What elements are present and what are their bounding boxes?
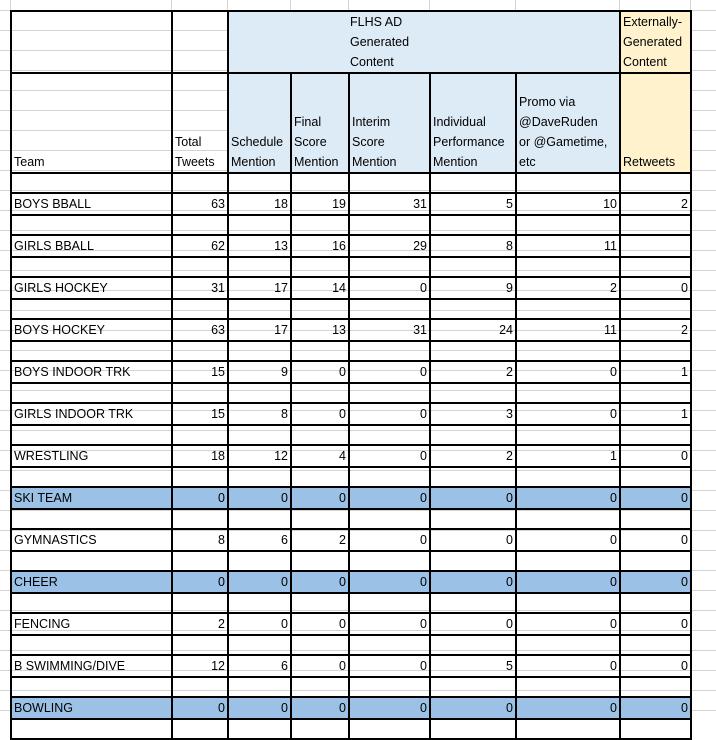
cell-team[interactable]: GIRLS INDOOR TRK [11,403,172,425]
empty-cell[interactable] [430,383,516,403]
cell-individual[interactable]: 2 [430,361,516,383]
empty-cell[interactable] [430,509,516,529]
empty-cell[interactable] [228,257,291,277]
cell-interim[interactable]: 0 [349,655,430,677]
empty-cell[interactable] [172,509,228,529]
cell-schedule[interactable]: 17 [228,319,291,341]
cell-individual[interactable]: 0 [430,571,516,593]
group-header-ad-content[interactable] [228,11,620,73]
empty-cell[interactable] [516,173,620,193]
spacer-row [11,383,691,403]
cell-schedule[interactable]: 0 [228,613,291,635]
empty-cell[interactable] [349,677,430,697]
empty-cell[interactable] [228,593,291,613]
cell-interim[interactable]: 0 [349,403,430,425]
cell-promo[interactable]: 2 [516,277,620,299]
empty-cell[interactable] [430,299,516,319]
cell-retweets[interactable]: 0 [620,697,691,719]
column-header-final[interactable] [291,73,349,173]
empty-cell[interactable] [430,215,516,235]
empty-cell[interactable] [172,383,228,403]
table-row [11,571,691,593]
column-header-interim-line: Interim [352,115,391,129]
cell-team[interactable]: BOYS BBALL [11,193,172,215]
empty-cell[interactable] [11,677,172,697]
empty-cell[interactable] [349,509,430,529]
empty-cell[interactable] [516,635,620,655]
cell-team[interactable]: FENCING [11,613,172,635]
empty-cell[interactable] [291,341,349,361]
cell-team[interactable]: GIRLS HOCKEY [11,277,172,299]
empty-cell[interactable] [291,425,349,445]
spacer-row [11,257,691,277]
group-ad-line-3: Content [350,55,394,69]
empty-cell[interactable] [349,383,430,403]
empty-cell[interactable] [11,593,172,613]
cell-interim[interactable]: 0 [349,571,430,593]
empty-cell[interactable] [291,299,349,319]
cell-schedule[interactable]: 6 [228,529,291,551]
cell-final[interactable]: 16 [291,235,349,257]
cell-individual[interactable]: 0 [430,529,516,551]
cell-individual[interactable]: 5 [430,655,516,677]
cell-retweets[interactable]: 0 [620,487,691,509]
cell-retweets[interactable]: 0 [620,445,691,467]
cell-total[interactable]: 63 [172,319,228,341]
cell-final[interactable]: 0 [291,361,349,383]
spacer-row [11,173,691,193]
cell-team[interactable]: GIRLS BBALL [11,235,172,257]
empty-cell[interactable] [349,341,430,361]
empty-cell[interactable] [516,467,620,487]
cell-total[interactable]: 12 [172,655,228,677]
empty-cell[interactable] [620,551,691,571]
cell-team[interactable]: GYMNASTICS [11,529,172,551]
empty-cell[interactable] [430,551,516,571]
empty-cell[interactable] [620,341,691,361]
cell-retweets[interactable]: 0 [620,277,691,299]
empty-cell[interactable] [349,593,430,613]
cell-team[interactable]: B SWIMMING/DIVE [11,655,172,677]
empty-cell[interactable] [172,719,228,739]
header-group-row [11,11,691,73]
empty-cell[interactable] [228,173,291,193]
group-ad-line-1: FLHS AD [350,15,403,29]
cell-schedule[interactable]: 13 [228,235,291,257]
empty-cell[interactable] [430,719,516,739]
cell-final[interactable]: 0 [291,571,349,593]
cell-promo[interactable]: 0 [516,361,620,383]
cell-promo[interactable]: 11 [516,235,620,257]
empty-cell[interactable] [172,341,228,361]
empty-cell[interactable] [228,635,291,655]
table-row [11,613,691,635]
cell-promo[interactable]: 0 [516,571,620,593]
empty-cell[interactable] [291,215,349,235]
empty-cell[interactable] [516,215,620,235]
empty-cell[interactable] [11,719,172,739]
cell-interim[interactable]: 0 [349,697,430,719]
cell-team[interactable]: CHEER [11,571,172,593]
empty-cell[interactable] [349,425,430,445]
cell-total[interactable]: 0 [172,697,228,719]
empty-cell[interactable] [516,299,620,319]
empty-cell[interactable] [349,719,430,739]
spacer-row [11,467,691,487]
empty-cell[interactable] [620,719,691,739]
cell-total[interactable]: 62 [172,235,228,257]
group-header-external-content[interactable] [620,11,691,73]
empty-cell[interactable] [620,677,691,697]
empty-cell[interactable] [11,509,172,529]
empty-cell[interactable] [516,509,620,529]
cell-retweets[interactable]: 1 [620,403,691,425]
table-row [11,487,691,509]
empty-cell[interactable] [228,299,291,319]
cell-interim[interactable]: 0 [349,277,430,299]
empty-cell[interactable] [620,257,691,277]
spacer-row [11,425,691,445]
empty-cell[interactable] [430,173,516,193]
empty-cell[interactable] [11,467,172,487]
empty-cell[interactable] [516,593,620,613]
table-row [11,319,691,341]
cell-total[interactable]: 18 [172,445,228,467]
empty-cell[interactable] [228,215,291,235]
empty-cell[interactable] [620,593,691,613]
cell-individual[interactable]: 5 [430,193,516,215]
empty-cell[interactable] [172,635,228,655]
cell-total[interactable]: 15 [172,361,228,383]
cell-promo[interactable]: 0 [516,697,620,719]
empty-cell[interactable] [291,635,349,655]
cell-individual[interactable]: 0 [430,697,516,719]
tweet-stats-table [10,10,692,740]
column-header-individual-line: Individual [433,115,486,129]
spacer-row [11,509,691,529]
empty-cell[interactable] [349,551,430,571]
empty-cell[interactable] [430,257,516,277]
cell-promo[interactable]: 0 [516,529,620,551]
empty-cell[interactable] [430,635,516,655]
empty-cell[interactable] [349,635,430,655]
empty-cell[interactable] [291,467,349,487]
empty-cell[interactable] [516,425,620,445]
table-row [11,361,691,383]
cell-final[interactable]: 19 [291,193,349,215]
cell-promo[interactable]: 0 [516,613,620,635]
cell-interim[interactable]: 31 [349,193,430,215]
column-header-interim[interactable] [349,73,430,173]
cell-promo[interactable]: 0 [516,403,620,425]
cell-promo[interactable]: 0 [516,487,620,509]
empty-cell[interactable] [349,215,430,235]
cell-schedule[interactable]: 12 [228,445,291,467]
cell-final[interactable]: 0 [291,403,349,425]
spacer-row [11,551,691,571]
cell-retweets[interactable]: 0 [620,655,691,677]
spacer-row [11,341,691,361]
column-header-retweets[interactable] [620,73,691,173]
empty-cell[interactable] [620,215,691,235]
column-header-schedule-line: Schedule [231,135,284,149]
empty-cell[interactable] [11,635,172,655]
empty-cell[interactable] [172,299,228,319]
group-ext-line-2: Generated [623,35,683,49]
cell-promo[interactable]: 0 [516,655,620,677]
table-row [11,277,691,299]
empty-cell[interactable] [620,299,691,319]
empty-cell[interactable] [11,173,172,193]
column-header-total-line: Total [175,135,202,149]
empty-cell[interactable] [430,593,516,613]
empty-cell[interactable] [228,467,291,487]
cell-individual[interactable]: 0 [430,487,516,509]
cell-promo[interactable]: 10 [516,193,620,215]
column-header-retweets-line: Retweets [623,155,676,169]
empty-cell[interactable] [430,467,516,487]
empty-cell[interactable] [430,425,516,445]
column-header-individual[interactable] [430,73,516,173]
table-row [11,403,691,425]
group-ext-line-3: Content [623,55,667,69]
empty-cell[interactable] [228,677,291,697]
cell-schedule[interactable]: 0 [228,571,291,593]
cell-individual[interactable]: 24 [430,319,516,341]
empty-cell[interactable] [172,257,228,277]
cell-final[interactable]: 2 [291,529,349,551]
empty-cell[interactable] [516,551,620,571]
empty-cell[interactable] [620,509,691,529]
cell-promo[interactable]: 11 [516,319,620,341]
column-header-individual-line: Mention [433,155,478,169]
cell-team[interactable]: BOWLING [11,697,172,719]
column-header-promo[interactable] [516,73,620,173]
cell-total[interactable]: 0 [172,487,228,509]
empty-cell[interactable] [228,383,291,403]
group-ext-line-1: Externally- [623,15,683,29]
empty-cell[interactable] [620,425,691,445]
empty-cell[interactable] [516,677,620,697]
empty-cell[interactable] [228,425,291,445]
empty-cell[interactable] [172,551,228,571]
cell-final[interactable]: 13 [291,319,349,341]
cell-total[interactable]: 15 [172,403,228,425]
empty-cell[interactable] [11,299,172,319]
empty-cell[interactable] [430,677,516,697]
empty-cell[interactable] [291,173,349,193]
table-row [11,193,691,215]
column-header-total[interactable] [172,73,228,173]
cell-total[interactable]: 0 [172,571,228,593]
table-row [11,235,691,257]
column-header-promo-line: @DaveRuden [519,115,598,129]
empty-cell[interactable] [11,257,172,277]
column-header-final-line: Score [294,135,327,149]
empty-cell[interactable] [172,425,228,445]
spacer-row [11,215,691,235]
cell-team-group-blank[interactable] [11,11,172,73]
empty-cell[interactable] [620,383,691,403]
empty-cell[interactable] [516,383,620,403]
empty-cell[interactable] [516,341,620,361]
cell-schedule[interactable]: 0 [228,487,291,509]
cell-team[interactable]: WRESTLING [11,445,172,467]
cell-final[interactable]: 0 [291,697,349,719]
empty-cell[interactable] [291,509,349,529]
empty-cell[interactable] [291,677,349,697]
cell-retweets[interactable]: 0 [620,613,691,635]
cell-interim[interactable]: 0 [349,445,430,467]
column-header-promo-line: Promo via [519,95,576,109]
cell-schedule[interactable]: 17 [228,277,291,299]
column-header-promo-line: or @Gametime, [519,135,608,149]
cell-interim[interactable]: 31 [349,319,430,341]
empty-cell[interactable] [11,425,172,445]
empty-cell[interactable] [620,173,691,193]
cell-total[interactable]: 63 [172,193,228,215]
empty-cell[interactable] [11,383,172,403]
column-header-total-line: Tweets [175,155,215,169]
empty-cell[interactable] [620,635,691,655]
cell-interim[interactable]: 29 [349,235,430,257]
empty-cell[interactable] [516,719,620,739]
empty-cell[interactable] [228,341,291,361]
empty-cell[interactable] [172,467,228,487]
empty-cell[interactable] [516,257,620,277]
column-header-row [11,73,691,173]
table-row [11,529,691,551]
column-header-schedule[interactable] [228,73,291,173]
cell-retweets[interactable]: 0 [620,571,691,593]
spacer-row [11,677,691,697]
empty-cell[interactable] [349,173,430,193]
table-row [11,445,691,467]
empty-cell[interactable] [291,257,349,277]
column-header-interim-line: Mention [352,155,397,169]
cell-schedule[interactable]: 0 [228,697,291,719]
spacer-row [11,635,691,655]
cell-individual[interactable]: 2 [430,445,516,467]
column-header-promo-line: etc [519,155,536,169]
spacer-row [11,593,691,613]
empty-cell[interactable] [291,719,349,739]
cell-final[interactable]: 0 [291,613,349,635]
empty-cell[interactable] [291,593,349,613]
cell-schedule[interactable]: 6 [228,655,291,677]
cell-promo[interactable]: 1 [516,445,620,467]
cell-retweets[interactable]: 0 [620,529,691,551]
empty-cell[interactable] [172,677,228,697]
cell-interim[interactable]: 0 [349,487,430,509]
cell-individual[interactable]: 8 [430,235,516,257]
column-header-interim-line: Score [352,135,385,149]
cell-individual[interactable]: 3 [430,403,516,425]
empty-cell[interactable] [620,467,691,487]
empty-cell[interactable] [291,551,349,571]
empty-cell[interactable] [11,551,172,571]
empty-cell[interactable] [228,509,291,529]
cell-retweets[interactable]: 2 [620,193,691,215]
empty-cell[interactable] [349,257,430,277]
cell-final[interactable]: 4 [291,445,349,467]
empty-cell[interactable] [228,551,291,571]
cell-total[interactable]: 31 [172,277,228,299]
spacer-row [11,719,691,739]
empty-cell[interactable] [11,341,172,361]
column-header-final-line: Mention [294,155,339,169]
column-header-schedule-line: Mention [231,155,276,169]
table-row [11,655,691,677]
cell-final[interactable]: 0 [291,655,349,677]
empty-cell[interactable] [291,383,349,403]
cell-team[interactable]: BOYS INDOOR TRK [11,361,172,383]
cell-schedule[interactable]: 8 [228,403,291,425]
column-header-team-line: Team [14,155,45,169]
column-header-team[interactable] [11,73,172,173]
column-header-individual-line: Performance [433,135,505,149]
cell-interim[interactable]: 0 [349,529,430,551]
cell-schedule[interactable]: 18 [228,193,291,215]
cell-individual[interactable]: 9 [430,277,516,299]
empty-cell[interactable] [172,173,228,193]
table-row [11,697,691,719]
cell-retweets[interactable]: 2 [620,319,691,341]
spacer-row [11,299,691,319]
empty-cell[interactable] [430,341,516,361]
cell-interim[interactable]: 0 [349,361,430,383]
cell-retweets[interactable] [620,235,691,257]
empty-cell[interactable] [349,467,430,487]
empty-cell[interactable] [172,593,228,613]
cell-total-group-blank[interactable] [172,11,228,73]
cell-total[interactable]: 8 [172,529,228,551]
cell-individual[interactable]: 0 [430,613,516,635]
group-ad-line-2: Generated [350,35,410,49]
cell-interim[interactable]: 0 [349,613,430,635]
cell-team[interactable]: BOYS HOCKEY [11,319,172,341]
cell-final[interactable]: 14 [291,277,349,299]
cell-total[interactable]: 2 [172,613,228,635]
empty-cell[interactable] [228,719,291,739]
cell-retweets[interactable]: 1 [620,361,691,383]
empty-cell[interactable] [11,215,172,235]
empty-cell[interactable] [172,215,228,235]
cell-team[interactable]: SKI TEAM [11,487,172,509]
column-header-final-line: Final [294,115,322,129]
cell-final[interactable]: 0 [291,487,349,509]
empty-cell[interactable] [349,299,430,319]
cell-schedule[interactable]: 9 [228,361,291,383]
